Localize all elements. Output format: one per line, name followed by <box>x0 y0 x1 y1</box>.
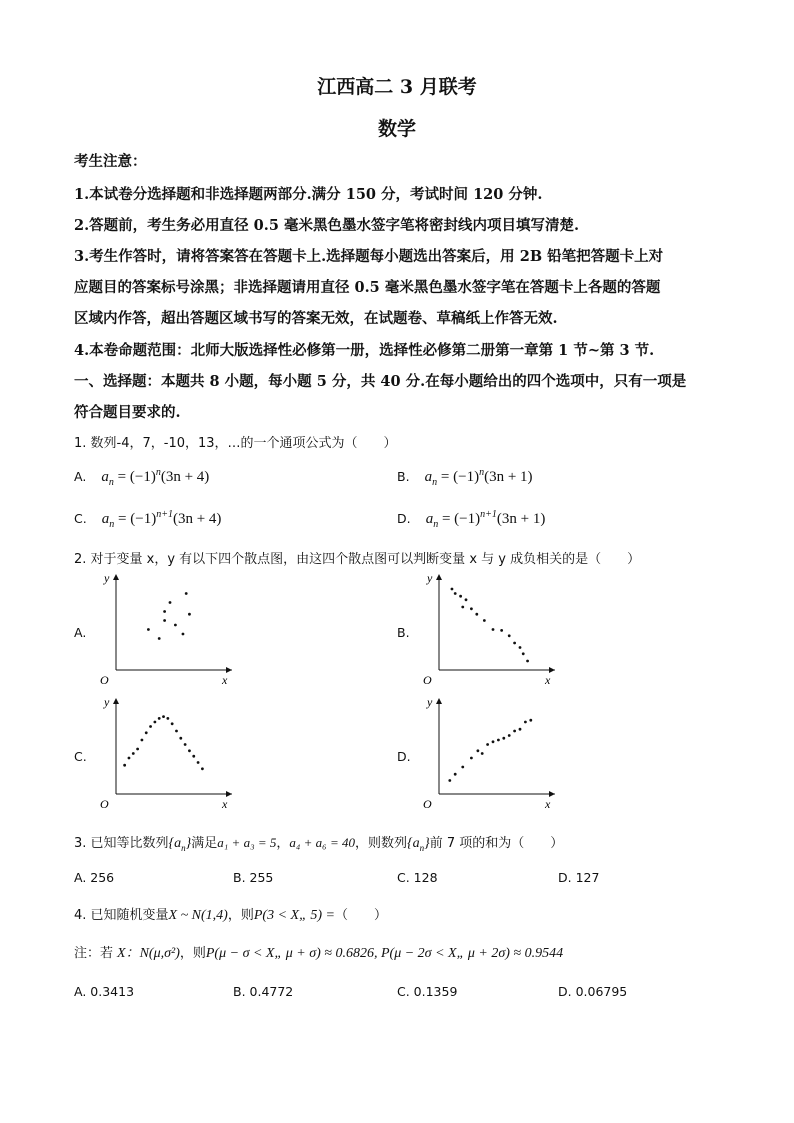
scatter-point <box>470 757 473 760</box>
scatter-plot-d <box>417 694 557 814</box>
scatter-point <box>451 588 454 591</box>
x-axis-label: x <box>222 673 228 687</box>
option-letter: D. <box>397 511 411 526</box>
option-formula: $a_n = (-1)^n(3n + 1)$ <box>424 467 533 488</box>
notice-item: 3.考生作答时，请将答案答在答题卡上.选择题每小题选出答案后，用 2B 铅笔把答题卡上对 <box>74 248 664 265</box>
scatter-point <box>162 715 165 718</box>
notice-item: 应题目的答案标号涂黑；非选择题请用直径 0.5 毫米黑色墨水签字笔在答题卡上各题的答题 <box>74 279 661 296</box>
y-axis-label: y <box>427 695 433 709</box>
question-4-stem: 4. 已知随机变量X ~ N(1,4)，则P(3 < X„ 5) =（ ） <box>74 908 387 923</box>
scatter-point <box>481 752 484 755</box>
scatter-point <box>508 634 511 637</box>
q1-option-c[interactable] <box>74 508 221 530</box>
scatter-point <box>461 766 464 769</box>
q2-option-c[interactable] <box>74 694 234 814</box>
scatter-point <box>185 592 188 595</box>
question-3-stem: 3. 已知等比数列$\{a_n\}$满足a₁ + a₃ = 5，a₄ + a₆ = 40，则数列$\{a_n\}$前 7 项的和为（ ） <box>74 835 564 853</box>
scatter-point <box>470 607 473 610</box>
option-formula: $a_n = (-1)^n(3n + 4)$ <box>101 467 210 488</box>
x-axis-label: x <box>545 673 551 687</box>
scatter-point <box>492 740 495 743</box>
scatter-point <box>519 728 522 731</box>
scatter-point <box>492 628 495 631</box>
scatter-point <box>513 642 516 645</box>
q2-option-a[interactable] <box>74 570 234 690</box>
subject-title: 数学 <box>377 118 416 140</box>
scatter-point <box>174 624 177 627</box>
scatter-point <box>476 749 479 752</box>
scatter-point <box>519 646 522 649</box>
scatter-point <box>465 598 468 601</box>
scatter-plot-a <box>94 570 234 690</box>
scatter-point <box>136 748 139 751</box>
q4-option-b[interactable]: B. 0.4772 <box>233 984 294 999</box>
scatter-point <box>486 743 489 746</box>
x-axis-label: x <box>545 797 551 811</box>
scatter-point <box>166 717 169 720</box>
scatter-point <box>141 739 144 742</box>
y-axis-label: y <box>104 695 110 709</box>
scatter-point <box>184 743 187 746</box>
scatter-point <box>522 652 525 655</box>
q3-option-b[interactable]: B. 255 <box>233 870 274 885</box>
origin-label: O <box>100 673 109 687</box>
notice-item: 1.本试卷分选择题和非选择题两部分.满分 150 分，考试时间 120 分钟. <box>74 186 543 203</box>
origin-label: O <box>100 797 109 811</box>
section-heading-cont: 符合题目要求的. <box>74 404 181 421</box>
scatter-point <box>163 619 166 622</box>
origin-label: O <box>423 797 432 811</box>
scatter-point <box>500 629 503 632</box>
scatter-point <box>158 717 161 720</box>
notice-heading: 考生注意： <box>74 153 147 170</box>
scatter-point <box>182 633 185 636</box>
q4-option-d[interactable]: D. 0.06795 <box>558 984 628 999</box>
option-letter: B. <box>397 625 410 640</box>
scatter-point <box>524 721 527 724</box>
scatter-point <box>483 619 486 622</box>
scatter-point <box>128 757 131 760</box>
scatter-point <box>192 755 195 758</box>
y-axis-label: y <box>427 571 433 585</box>
scatter-point <box>169 601 172 604</box>
option-letter: A. <box>74 625 87 640</box>
question-2-stem: 2. 对于变量 x，y 有以下四个散点图，由这四个散点图可以判断变量 x 与 y 成负相关的是（ ） <box>74 552 641 567</box>
q1-option-a[interactable] <box>74 466 209 488</box>
option-letter: A. <box>74 469 87 484</box>
scatter-point <box>461 606 464 609</box>
notice-item: 区域内作答，超出答题区域书写的答案无效，在试题卷、草稿纸上作答无效. <box>74 310 558 327</box>
q3-option-d[interactable]: D. 127 <box>558 870 600 885</box>
scatter-point <box>175 730 178 733</box>
q4-option-a[interactable]: A. 0.3413 <box>74 984 135 999</box>
scatter-point <box>513 730 516 733</box>
scatter-point <box>171 722 174 725</box>
scatter-point <box>153 721 156 724</box>
notice-item: 2.答题前，考生务必用直径 0.5 毫米黑色墨水签字笔将密封线内项目填写清楚. <box>74 217 580 234</box>
scatter-point <box>123 764 126 767</box>
scatter-plot-c <box>94 694 234 814</box>
option-formula: $a_n = (-1)^{n+1}(3n + 1)$ <box>425 509 546 530</box>
scatter-point <box>475 613 478 616</box>
x-axis-label: x <box>222 797 228 811</box>
option-formula: $a_n = (-1)^{n+1}(3n + 4)$ <box>101 509 222 530</box>
scatter-point <box>197 761 200 764</box>
scatter-point <box>454 592 457 595</box>
q3-option-a[interactable]: A. 256 <box>74 870 115 885</box>
scatter-point <box>448 779 451 782</box>
section-heading: 一、选择题：本题共 8 小题，每小题 5 分，共 40 分.在每小题给出的四个选项中，只有一项是 <box>74 373 687 390</box>
scatter-point <box>179 737 182 740</box>
option-letter: D. <box>397 749 411 764</box>
option-letter: C. <box>74 511 87 526</box>
scatter-point <box>163 610 166 613</box>
scatter-point <box>502 737 505 740</box>
scatter-point <box>188 613 191 616</box>
scatter-point <box>454 773 457 776</box>
q1-option-d[interactable] <box>397 508 545 530</box>
scatter-point <box>529 719 532 722</box>
scatter-point <box>145 731 148 734</box>
scatter-point <box>497 739 500 742</box>
option-letter: C. <box>74 749 87 764</box>
option-letter: B. <box>397 469 410 484</box>
notice-item: 4.本卷命题范围：北师大版选择性必修第一册，选择性必修第二册第一章第 1 节~第 3 节. <box>74 342 655 359</box>
scatter-point <box>158 637 161 640</box>
question-4-note: 注：若 X：N(μ,σ²)，则P(μ − σ < X„ μ + σ) ≈ 0.6826, P(μ − 2σ < X„ μ + 2σ) ≈ 0.9544 <box>74 946 564 961</box>
q4-option-c[interactable]: C. 0.1359 <box>397 984 458 999</box>
scatter-point <box>526 660 529 663</box>
scatter-point <box>508 734 511 737</box>
scatter-point <box>132 752 135 755</box>
y-axis-label: y <box>104 571 110 585</box>
scatter-point <box>149 725 152 728</box>
scatter-point <box>147 628 150 631</box>
exam-title: 江西高二 3 月联考 <box>317 76 477 98</box>
q2-option-d[interactable] <box>397 694 557 814</box>
scatter-point <box>459 595 462 598</box>
scatter-plot-b <box>417 570 557 690</box>
origin-label: O <box>423 673 432 687</box>
q1-option-b[interactable] <box>397 466 533 488</box>
scatter-point <box>201 767 204 770</box>
question-1-stem: 1. 数列-4，7，-10，13，…的一个通项公式为（ ） <box>74 436 397 451</box>
scatter-point <box>188 749 191 752</box>
q3-option-c[interactable]: C. 128 <box>397 870 438 885</box>
q2-option-b[interactable] <box>397 570 557 690</box>
